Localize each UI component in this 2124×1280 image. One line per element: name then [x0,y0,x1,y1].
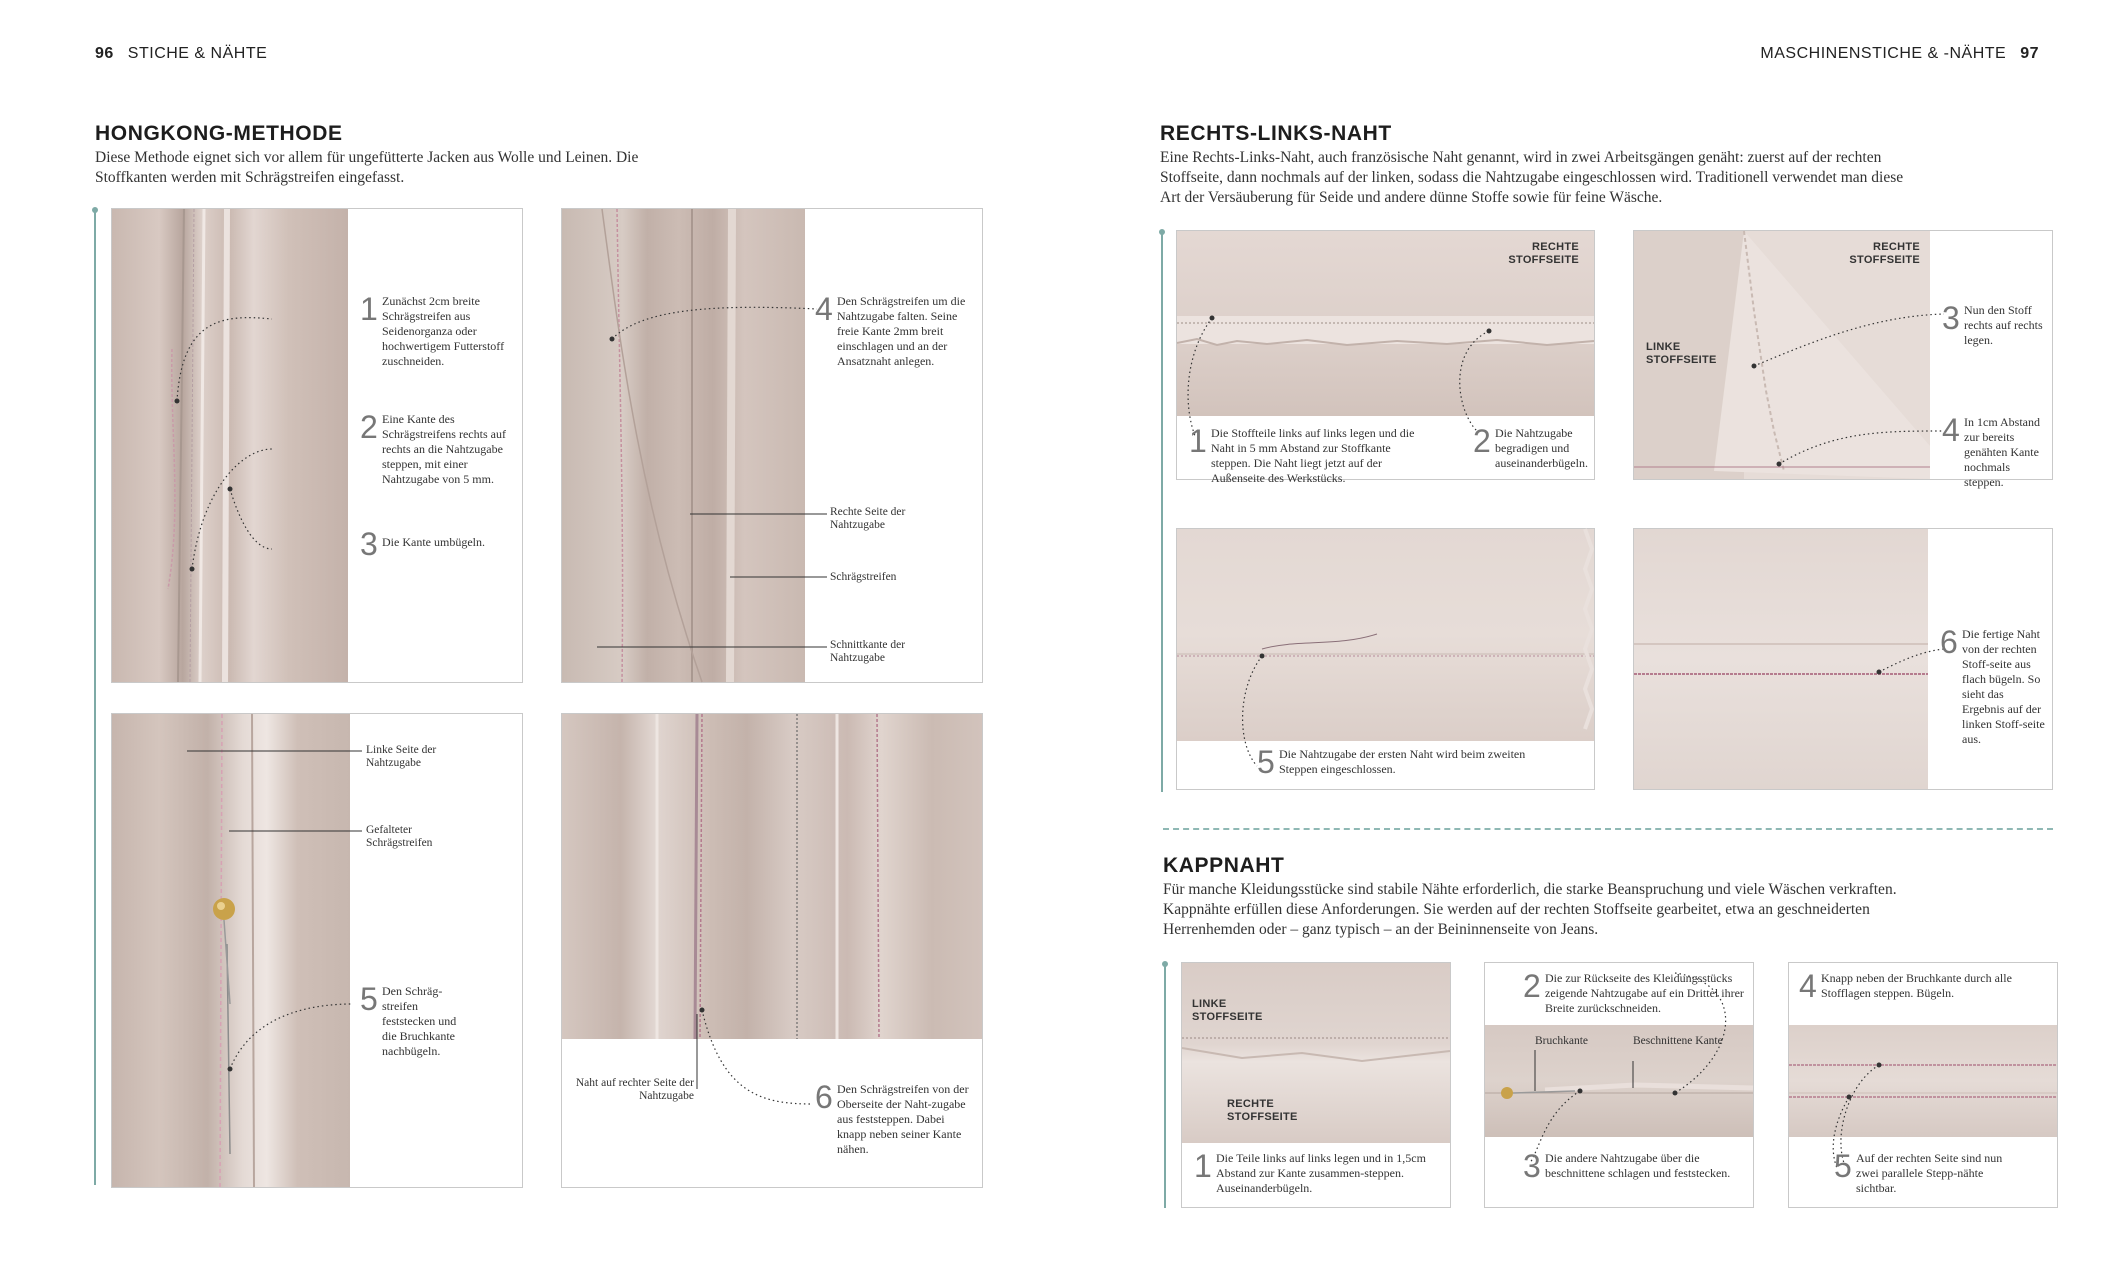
step-number: 1 [1189,423,1207,459]
step-text: Auf der rechten Seite sind nun zwei parallele Stepp-nähte sichtbar. [1856,1151,2003,1195]
left-header-title: STICHE & NÄHTE [127,45,268,62]
step-text: Nun den Stoff rechts auf rechts legen. [1964,303,2043,347]
kappnaht-panel-3 [1788,962,2058,1208]
fabric-photo [1634,529,1928,789]
step-text: Die Stoffteile links auf links legen und die Naht in 5 mm Abstand zur Stoffkante steppen. Die Naht liegt jetzt auf der Außenseite des Werkstücks. [1211,426,1415,485]
fabric-illustration [1177,529,1594,741]
fabric-illustration [1182,963,1450,1143]
fabric-illustration [562,209,805,682]
kappnaht-panel-2 [1484,962,1754,1208]
step-number: 1 [1194,1148,1212,1184]
step-number: 4 [1799,968,1817,1004]
step-text: Knapp neben der Bruchkante durch alle Stofflagen steppen. Bügeln. [1821,971,2012,1000]
fabric-photo [1177,529,1594,741]
step-number: 5 [1257,744,1275,780]
fabric-photo [1182,963,1450,1143]
hongkong-panel-4 [561,713,983,1188]
right-page-number: 97 [2020,45,2039,62]
step-number: 3 [1523,1148,1541,1184]
section-rule [1161,232,1163,792]
step-number: 6 [815,1079,833,1115]
label-naht-rechter: Naht auf rechter Seite der Nahtzugabe [575,1077,694,1102]
left-page-number: 96 [95,45,114,62]
fabric-photo [112,714,350,1187]
step-text: Die fertige Naht von der rechten Stoff-seite aus flach bügeln. So sieht das Ergebnis auf der linken Stoff-seite aus. [1962,627,2045,746]
caption-rechte-stoffseite: RECHTE STOFFSEITE [1508,241,1579,266]
step-number: 4 [1942,412,1960,448]
step-number: 6 [1940,624,1958,660]
hongkong-panel-2 [561,208,983,683]
step-number: 5 [360,981,378,1017]
label-schnittkante: Schnittkante der Nahtzugabe [830,639,906,664]
step-number: 2 [1473,423,1491,459]
rechtslinks-panel-4 [1633,528,2053,790]
rechtslinks-intro: Eine Rechts-Links-Naht, auch französische Naht genannt, wird in zwei Arbeitsgängen genäht: zuerst auf der rechten Stoffseite, dann nochmals auf der linken, sodass die Nahtzugabe eingeschlossen wird. Traditionell verwendet man diese Art der Versäuberung für Seide und andere dünne Stoffe sowie für feine Wäsche. [1160,149,1904,206]
section-rule [1164,964,1166,1208]
step-number: 4 [815,291,833,327]
step-text: Die Kante umbügeln. [382,535,485,549]
step-text: Zunächst 2cm breite Schrägstreifen aus Seidenorganza oder hochwertigem Futterstoff zuschneiden. [382,294,505,368]
kappnaht-panel-1 [1181,962,1451,1208]
step-number: 3 [360,526,378,562]
step-text: Die Nahtzugabe begradigen und auseinanderbügeln. [1495,426,1588,470]
label-beschnittene: Beschnittene Kante [1633,1035,1723,1047]
caption-rechte-stoffseite: RECHTE STOFFSEITE [1227,1098,1298,1123]
kappnaht-intro: Für manche Kleidungsstücke sind stabile Nähte erforderlich, die starke Beanspruchung und viele Wäschen verkraften. Kappnähte erfüllen diese Anforderungen. Sie werden auf der rechten Stoffseite gearbeitet, etwa an geschneiderten Herrenhemden oder – ganz typisch – an der Beininnenseite von Jeans. [1163,881,1897,938]
hongkong-panel-1 [111,208,523,683]
rechtslinks-panel-2 [1633,230,2053,489]
label-gefalteter: Gefalteter Schrägstreifen [366,824,433,849]
left-running-header [95,45,267,63]
step-number: 3 [1942,300,1960,336]
step-number: 5 [1834,1148,1852,1184]
label-linke-seite: Linke Seite der Nahtzugabe [366,744,437,769]
step-text: Den Schräg-streifen feststecken und die Bruchkante nachbügeln. [382,984,457,1058]
rechtslinks-title: RECHTS-LINKS-NAHT [1160,122,1392,145]
right-header-title: MASCHINENSTICHE & -NÄHTE [1760,45,2007,62]
fabric-illustration [112,714,350,1187]
step-text: Den Schrägstreifen von der Oberseite der Naht-zugabe aus feststeppen. Dabei knapp neben seiner Kante nähen. [837,1082,969,1156]
caption-linke-stoffseite: LINKE STOFFSEITE [1646,341,1717,366]
section-rule [94,210,96,1185]
fabric-photo [562,714,982,1039]
step-text: In 1cm Abstand zur bereits genähten Kante nochmals steppen. [1964,415,2040,489]
step-text: Die andere Nahtzugabe über die beschnittene schlagen und feststecken. [1545,1151,1731,1180]
label-bruchkante: Bruchkante [1535,1035,1589,1047]
rechtslinks-panel-1 [1176,230,1595,485]
step-number: 2 [360,409,378,445]
step-text: Die Nahtzugabe der ersten Naht wird beim zweiten Steppen eingeschlossen. [1279,747,1526,776]
step-text: Die Teile links auf links legen und in 1,5cm Abstand zur Kante zusammen-steppen. Auseinanderbügeln. [1216,1151,1426,1195]
step-text: Eine Kante des Schrägstreifens rechts auf rechts an die Nahtzugabe steppen, mit einer Nahtzugabe von 5 mm. [382,412,506,486]
caption-rechte-stoffseite: RECHTE STOFFSEITE [1849,241,1920,266]
fabric-illustration [562,714,982,1039]
step-text: Den Schrägstreifen um die Nahtzugabe falten. Seine freie Kante 2mm breit einschlagen und an der Ansatznaht anlegen. [837,294,966,368]
rechtslinks-panel-3 [1176,528,1595,790]
label-schraegstreifen: Schrägstreifen [830,571,897,583]
label-rechte-seite: Rechte Seite der Nahtzugabe [830,506,906,531]
section-divider [1163,828,2053,830]
fabric-illustration [1789,1025,2057,1137]
hongkong-panel-3 [111,713,523,1188]
hongkong-intro: Diese Methode eignet sich vor allem für ungefütterte Jacken aus Wolle und Leinen. Die Stoffkanten werden mit Schrägstreifen eingefasst. [95,149,639,186]
hongkong-title: HONGKONG-METHODE [95,122,343,145]
fabric-photo [1789,1025,2057,1137]
caption-linke-stoffseite: LINKE STOFFSEITE [1192,998,1263,1023]
kappnaht-title: KAPPNAHT [1163,854,1285,877]
step-text: Die zur Rückseite des Kleidungsstücks zeigende Nahtzugabe auf ein Drittel ihrer Breite zurückschneiden. [1545,971,1744,1015]
fabric-illustration [112,209,348,682]
fabric-illustration [1634,529,1928,789]
step-number: 2 [1523,968,1541,1004]
right-running-header [1760,45,2039,63]
fabric-photo [562,209,805,682]
fabric-photo [112,209,348,682]
step-number: 1 [360,291,378,327]
